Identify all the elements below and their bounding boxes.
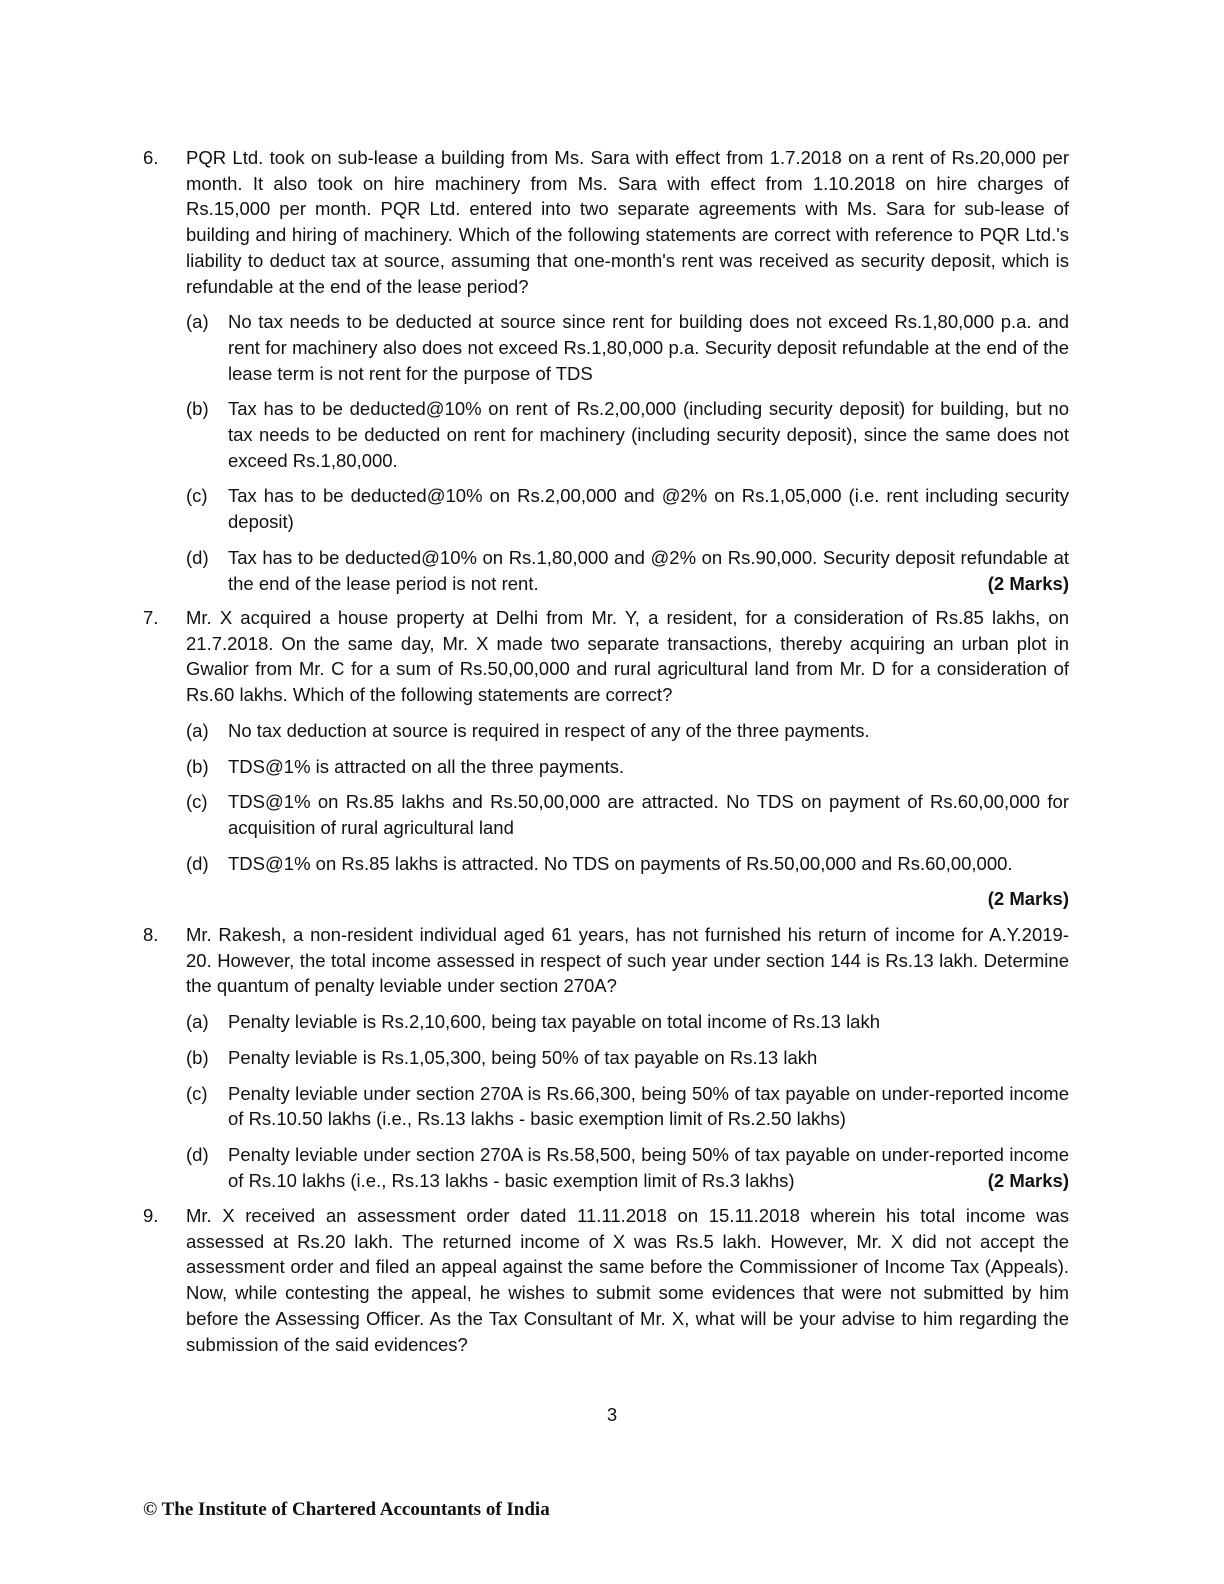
question-text: Mr. X received an assessment order dated 11.11.2018 on 15.11.2018 wherein his total income was assessed at Rs.20 lakh. The returned income of X was Rs.5 lakh. However, Mr. X did not accept the assessment order and filed an appeal against the same before the Commissioner of Income Tax (Appeals). Now, while contesting the appeal, he wishes to submit some evidences that were not submitted by him before the Assessing Officer. As the Tax Consultant of Mr. X, what will be your advise to him regarding the submission of the said evidences? (186, 1205, 1069, 1355)
option-label: (d) (186, 1143, 209, 1165)
option-text: Penalty leviable is Rs.2,10,600, being tax payable on total income of Rs.13 lakh (228, 1011, 881, 1033)
option-text: Tax has to be deducted@10% on Rs.1,80,000 and @2% on Rs.90,000. Security deposit refundable at the end of the lease period is not rent. (228, 546, 1069, 594)
option-c (186, 1081, 1069, 1132)
options-list (186, 718, 1069, 877)
question-text: Mr. Rakesh, a non-resident individual aged 61 years, has not furnished his return of income for A.Y.2019-20. However, the total income assessed in respect of such year under section 144 is Rs.13 lakh. Determine the quantum of penalty leviable under section 270A? (186, 924, 1069, 997)
option-label: (a) (186, 719, 209, 741)
option-text: TDS@1% is attracted on all the three payments. (228, 755, 625, 777)
option-a (186, 309, 1069, 386)
options-list (186, 1009, 1069, 1193)
question-number: 7. (143, 607, 159, 628)
option-text: No tax deduction at source is required in respect of any of the three payments. (228, 719, 870, 741)
option-b (186, 1045, 1069, 1071)
option-d (186, 1142, 1069, 1193)
option-text: TDS@1% on Rs.85 lakhs and Rs.50,00,000 are attracted. No TDS on payment of Rs.60,00,000 for acquisition of rural agricultural land (228, 791, 1069, 838)
option-label: (b) (186, 1046, 209, 1068)
option-text: Penalty leviable is Rs.1,05,300, being 50% of tax payable on Rs.13 lakh (228, 1046, 818, 1068)
option-label: (d) (186, 546, 209, 568)
question-number: 8. (143, 924, 159, 945)
option-a (186, 718, 1069, 744)
option-b (186, 396, 1069, 473)
page-number: 3 (606, 1404, 618, 1425)
option-a (186, 1009, 1069, 1035)
option-label: (c) (186, 791, 208, 813)
option-text: No tax needs to be deducted at source since rent for building does not exceed Rs.1,80,000 p.a. and rent for machinery also does not exceed Rs.1,80,000 p.a. Security deposit refundable at the end of the lease term is not rent for the purpose of TDS (228, 311, 1069, 384)
question-7 (143, 605, 1069, 912)
question-number: 6. (143, 147, 159, 168)
question-text: Mr. X acquired a house property at Delhi from Mr. Y, a resident, for a consideration of Rs.85 lakhs, on 21.7.2018. On the same day, Mr. X made two separate transactions, thereby acquiring an urban plot in Gwalior from Mr. C for a sum of Rs.50,00,000 and rural agricultural land from Mr. D for a consideration of Rs.60 lakhs. Which of the following statements are correct? (186, 607, 1069, 706)
question-6 (143, 145, 1069, 606)
option-text: TDS@1% on Rs.85 lakhs is attracted. No TDS on payments of Rs.50,00,000 and Rs.60,00,000. (228, 852, 1013, 874)
option-c (186, 483, 1069, 534)
copyright-footer: © The Institute of Chartered Accountants of India (143, 1499, 550, 1520)
option-label: (c) (186, 485, 208, 507)
marks-label: (2 Marks) (987, 1169, 1069, 1191)
option-text: Tax has to be deducted@10% on rent of Rs.2,00,000 (including security deposit) for building, but no tax needs to be deducted on rent for machinery (including security deposit), since the same does not exceed Rs.1,80,000. (228, 398, 1069, 471)
marks-label: (2 Marks) (987, 888, 1069, 910)
marks-label: (2 Marks) (987, 572, 1069, 594)
question-text: PQR Ltd. took on sub-lease a building from Ms. Sara with effect from 1.7.2018 on a rent of Rs.20,000 per month. It also took on hire machinery from Ms. Sara with effect from 1.10.2018 on hire charges of Rs.15,000 per month. PQR Ltd. entered into two separate agreements with Ms. Sara for sub-lease of building and hiring of machinery. Which of the following statements are correct with reference to PQR Ltd.'s liability to deduct tax at source, assuming that one-month's rent was received as security deposit, which is refundable at the end of the lease period? (186, 147, 1069, 297)
option-label: (b) (186, 398, 209, 420)
question-9 (143, 1203, 1069, 1357)
option-label: (a) (186, 311, 209, 333)
option-text: Penalty leviable under section 270A is Rs.58,500, being 50% of tax payable on under-reported income of Rs.10 lakhs (i.e., Rs.13 lakhs - basic exemption limit of Rs.3 lakhs) (228, 1143, 1069, 1191)
option-label: (c) (186, 1082, 208, 1104)
option-b (186, 754, 1069, 780)
option-label: (b) (186, 755, 209, 777)
question-number: 9. (143, 1205, 159, 1226)
options-list (186, 309, 1069, 596)
option-text: Tax has to be deducted@10% on Rs.2,00,000 and @2% on Rs.1,05,000 (i.e. rent including security deposit) (228, 485, 1069, 533)
option-text: Penalty leviable under section 270A is Rs.66,300, being 50% of tax payable on under-reported income of Rs.10.50 lakhs (i.e., Rs.13 lakhs - basic exemption limit of Rs.2.50 lakhs) (228, 1082, 1069, 1130)
option-label: (d) (186, 852, 209, 874)
option-label: (a) (186, 1011, 209, 1033)
option-d (186, 851, 1069, 877)
option-d (186, 545, 1069, 596)
question-8 (143, 922, 1069, 1203)
option-c (186, 789, 1069, 840)
